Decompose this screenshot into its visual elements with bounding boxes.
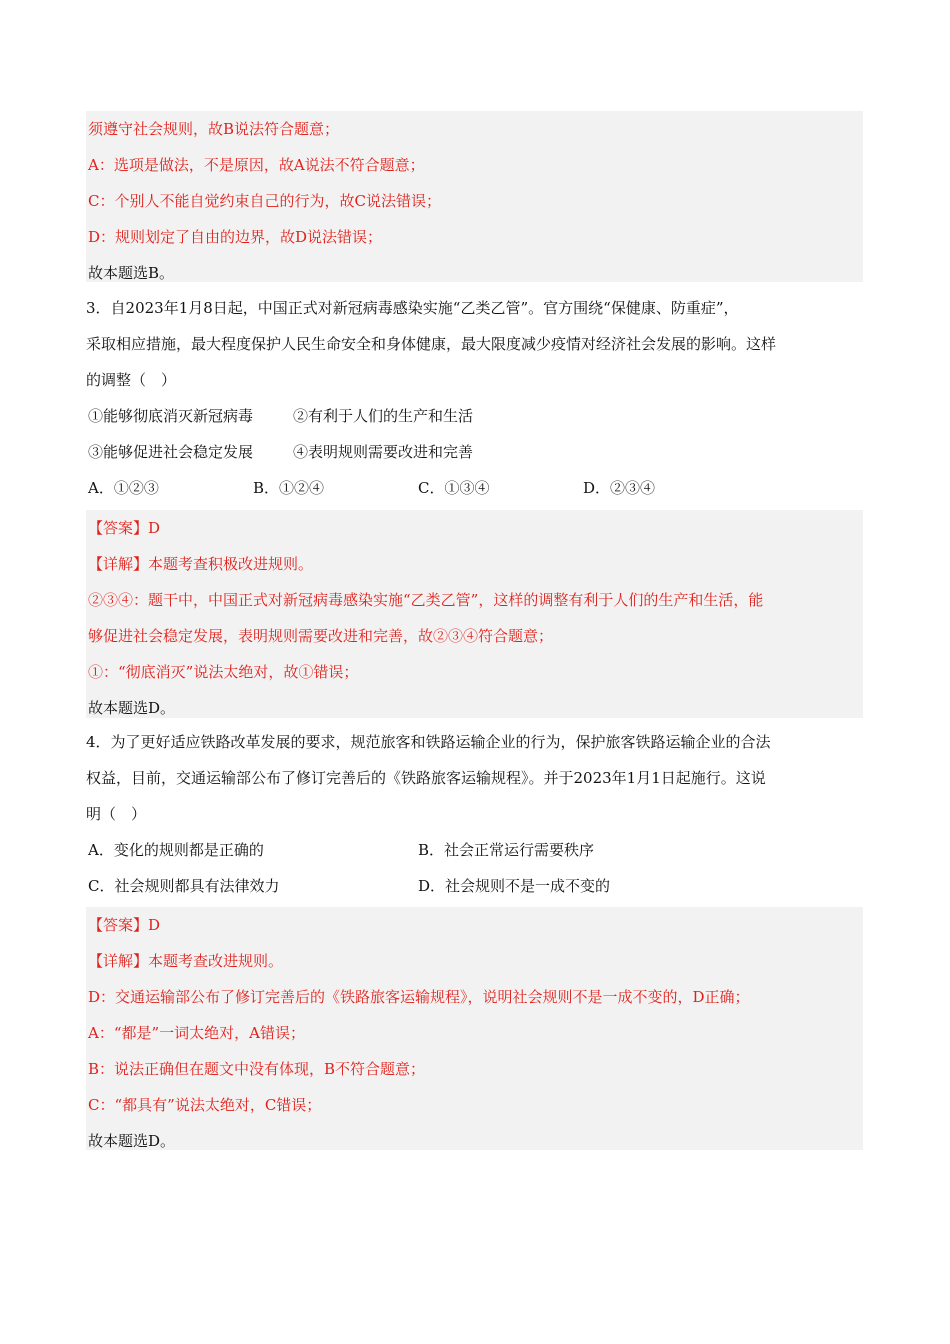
answer-block-q4 [86, 907, 863, 1150]
detail-label: 【详解】本题考查积极改进规则。 [88, 555, 314, 573]
question-stem-line: 3．自2023年1月8日起，中国正式对新冠病毒感染实施“乙类乙管”。官方围绕“保健康、防重症”， [86, 299, 739, 317]
question-stem-line: 权益，目前，交通运输部公布了修订完善后的《铁路旅客运输规程》。并于2023年1月1日起施行。这说 [86, 769, 766, 787]
detail-label: 【详解】本题考查改进规则。 [88, 952, 284, 970]
analysis-line: 须遵守社会规则，故B说法符合题意； [88, 120, 340, 138]
question-4 [86, 724, 863, 904]
statement-2: ②有利于人们的生产和生活 [293, 407, 474, 425]
option-c: C．①③④ [418, 479, 490, 497]
options-row [86, 868, 863, 904]
option-b: B．社会正常运行需要秩序 [418, 841, 595, 859]
question-stem-line: 采取相应措施，最大程度保护人民生命安全和身体健康，最大限度减少疫情对经济社会发展的影响。这样 [86, 335, 777, 353]
question-3 [86, 290, 863, 506]
answer-label: 【答案】D [88, 916, 161, 934]
statement-row [86, 434, 863, 470]
statement-1: ①能够彻底消灭新冠病毒 [88, 407, 254, 425]
analysis-line: B：说法正确但在题文中没有体现，B不符合题意； [88, 1060, 426, 1078]
answer-block-q3 [86, 510, 863, 718]
conclusion-line: 故本题选B。 [88, 264, 175, 282]
conclusion-line: 故本题选D。 [88, 699, 176, 717]
analysis-line: ①：“彻底消灭”说法太绝对，故①错误； [88, 663, 359, 681]
option-a: A．变化的规则都是正确的 [88, 841, 264, 859]
answer-label: 【答案】D [88, 519, 161, 537]
option-d: D．②③④ [583, 479, 656, 497]
analysis-block-q2 [86, 111, 863, 282]
statement-4: ④表明规则需要改进和完善 [293, 443, 474, 461]
analysis-line: A：选项是做法，不是原因，故A说法不符合题意； [88, 156, 425, 174]
option-a: A．①②③ [88, 479, 159, 497]
question-stem-line: 4．为了更好适应铁路改革发展的要求，规范旅客和铁路运输企业的行为，保护旅客铁路运输企业的合法 [86, 733, 771, 751]
option-c: C．社会规则都具有法律效力 [88, 877, 280, 895]
question-stem-line: 的调整（ ） [86, 371, 177, 389]
statement-3: ③能够促进社会稳定发展 [88, 443, 254, 461]
analysis-line: ②③④：题干中，中国正式对新冠病毒感染实施“乙类乙管”，这样的调整有利于人们的生产和生活，能 [88, 591, 764, 609]
options-row [86, 470, 863, 506]
statement-row [86, 398, 863, 434]
analysis-line: C：个别人不能自觉约束自己的行为，故C说法错误； [88, 192, 441, 210]
analysis-line: 够促进社会稳定发展，表明规则需要改进和完善，故②③④符合题意； [88, 627, 554, 645]
option-d: D．社会规则不是一成不变的 [418, 877, 611, 895]
option-b: B．①②④ [253, 479, 325, 497]
analysis-line: D：规则划定了自由的边界，故D说法错误； [88, 228, 383, 246]
conclusion-line: 故本题选D。 [88, 1132, 176, 1150]
question-stem-line: 明（ ） [86, 805, 147, 823]
analysis-line: A：“都是”一词太绝对，A错误； [88, 1024, 306, 1042]
analysis-line: C：“都具有”说法太绝对，C错误； [88, 1096, 322, 1114]
options-row [86, 832, 863, 868]
analysis-line: D：交通运输部公布了修订完善后的《铁路旅客运输规程》，说明社会规则不是一成不变的，D正确； [88, 988, 750, 1006]
